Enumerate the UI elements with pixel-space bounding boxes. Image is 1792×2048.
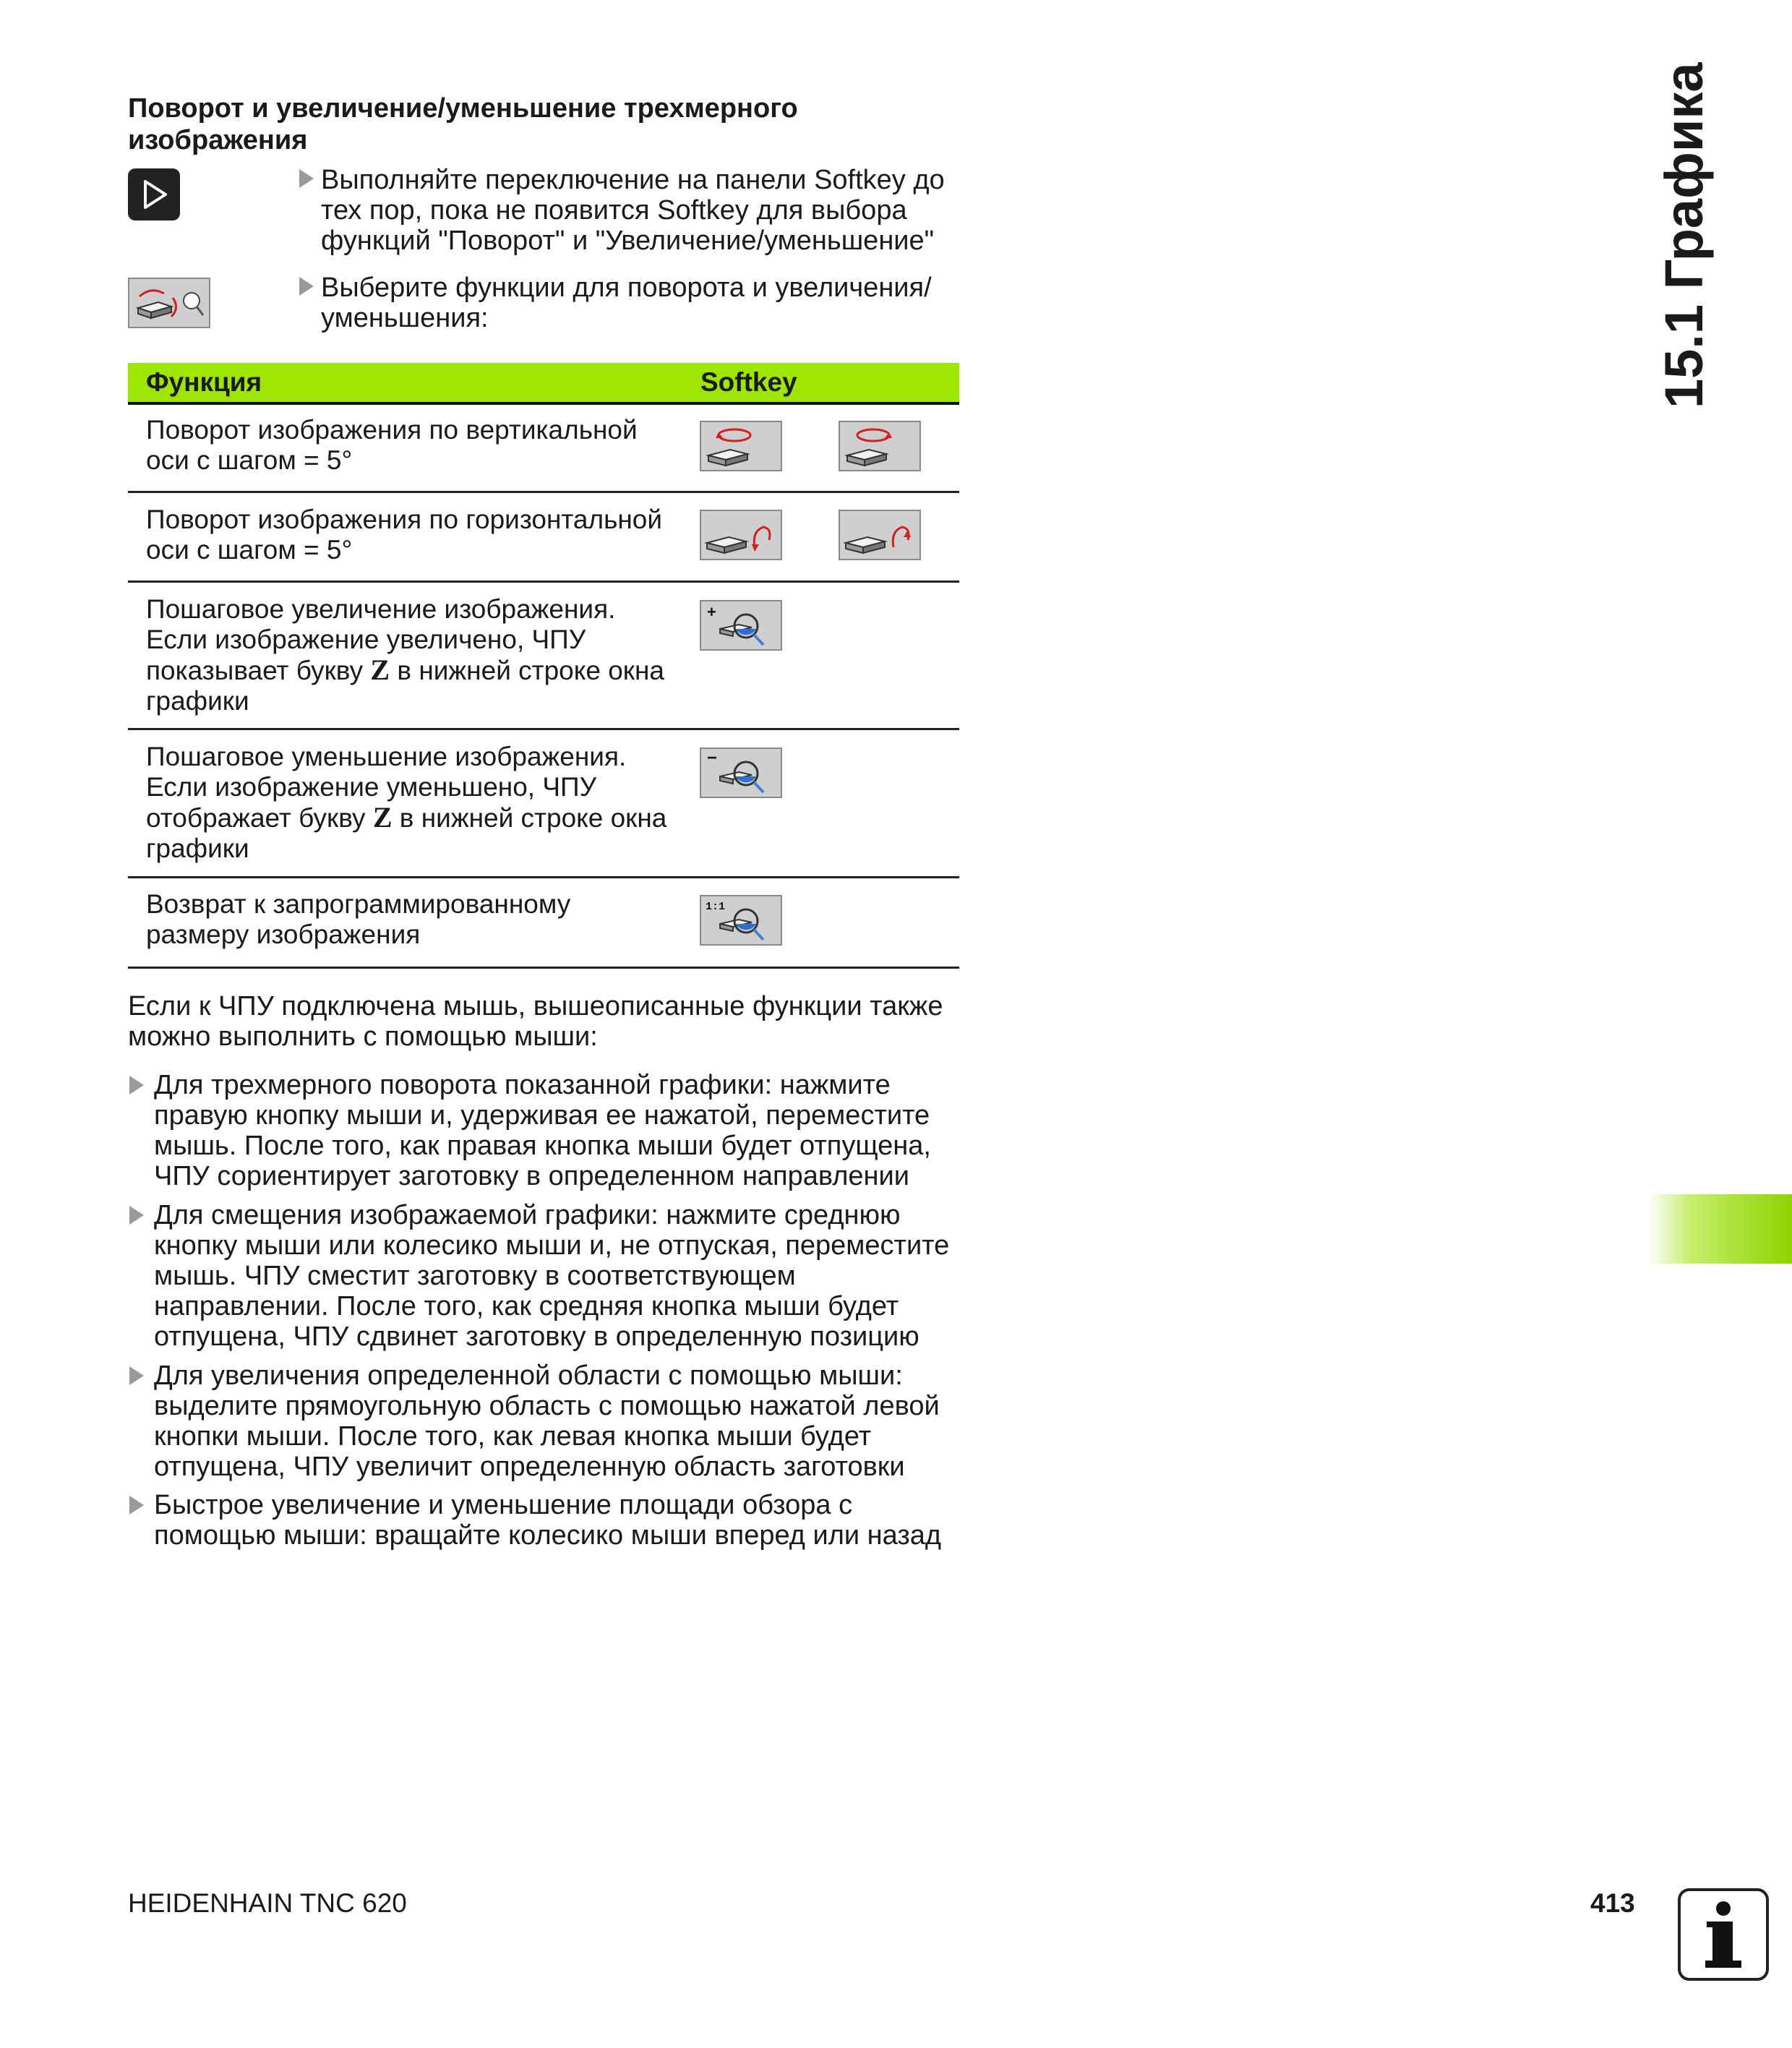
rotate-horizontal-softkey-right[interactable] bbox=[839, 510, 921, 560]
table-row-divider bbox=[128, 491, 959, 493]
table-row-text: Возврат к запрограммированному размеру изображения bbox=[146, 889, 571, 949]
zoom-in-icon bbox=[701, 601, 781, 649]
info-badge bbox=[1678, 1888, 1769, 1981]
step-text: Выберите функции для поворота и увеличения/уменьшения: bbox=[321, 273, 932, 333]
table-row-text bbox=[146, 594, 681, 716]
bullet-triangle-icon bbox=[128, 1365, 145, 1387]
rotate-vertical-softkey-right[interactable] bbox=[839, 421, 921, 471]
bullet-triangle-icon bbox=[128, 1074, 145, 1096]
chapter-thumb-tab bbox=[1648, 1194, 1792, 1264]
row-letter: Z bbox=[372, 801, 393, 834]
table-row-divider bbox=[128, 580, 959, 583]
list-item-text: Для смещения изображаемой графики: нажмите среднюю кнопку мыши или колесико мыши и, не отпуская, переместите мышь. ЧПУ сместит заготовку в соответствующем направлении. После того, как средняя кнопка мыши будет отпущена, ЧПУ сдвинет заготовку в определенную позицию bbox=[154, 1200, 950, 1352]
rotate-vertical-softkey-left[interactable] bbox=[700, 421, 782, 471]
bullet-triangle-icon bbox=[298, 168, 315, 189]
step-text: Выполняйте переключение на панели Softkey до тех пор, пока не появится Softkey для выбора функций "Поворот" и "Увеличение/уменьшение" bbox=[321, 165, 945, 256]
svg-text:−: − bbox=[707, 749, 718, 768]
reset-zoom-icon bbox=[701, 896, 781, 944]
triangle-right-icon bbox=[128, 168, 180, 220]
list-item-text: Быстрое увеличение и уменьшение площади обзора с помощью мыши: вращайте колесико мыши вперед или назад bbox=[154, 1490, 942, 1551]
footer-product: HEIDENHAIN TNC 620 bbox=[128, 1888, 407, 1918]
bullet-triangle-icon bbox=[128, 1494, 145, 1516]
rotate-vertical-icon bbox=[840, 422, 919, 470]
table-row-text: Поворот изображения по вертикальной оси с шагом = 5° bbox=[146, 415, 638, 475]
mouse-intro-paragraph: Если к ЧПУ подключена мышь, вышеописанные функции также можно выполнить с помощью мыши: bbox=[128, 991, 943, 1052]
column-header-function: Функция bbox=[146, 367, 262, 397]
page-number: 413 bbox=[1590, 1888, 1635, 1918]
list-item bbox=[128, 1490, 966, 1551]
svg-text:+: + bbox=[707, 603, 716, 621]
table-row-divider bbox=[128, 876, 959, 878]
table-row-divider bbox=[128, 728, 959, 730]
rotate-horizontal-icon bbox=[840, 511, 919, 559]
column-header-softkey: Softkey bbox=[700, 367, 797, 397]
row-text-before: Пошаговое уменьшение изображения. Если изображение уменьшено, ЧПУ отображает букву bbox=[146, 742, 627, 833]
rotate-horizontal-icon bbox=[701, 511, 781, 559]
svg-text:1:1: 1:1 bbox=[706, 901, 726, 913]
rotate-zoom-softkey[interactable] bbox=[128, 278, 210, 328]
row-text-before: Пошаговое увеличение изображения. Если изображение увеличено, ЧПУ показывает букву bbox=[146, 594, 616, 685]
section-heading: Поворот и увеличение/уменьшение трехмерного изображения bbox=[128, 93, 798, 155]
zoom-out-softkey[interactable] bbox=[700, 747, 782, 798]
list-item bbox=[128, 1361, 966, 1482]
reset-zoom-softkey[interactable] bbox=[700, 895, 782, 946]
row-text-after: в нижней строке окна графики bbox=[146, 656, 664, 716]
bullet-triangle-icon bbox=[298, 275, 315, 297]
bullet-triangle-icon bbox=[128, 1204, 145, 1226]
table-row-text: Поворот изображения по горизонтальной оси с шагом = 5° bbox=[146, 505, 663, 565]
step-item bbox=[298, 165, 948, 256]
rotate-horizontal-softkey-left[interactable] bbox=[700, 510, 782, 560]
next-softkey-row-key[interactable] bbox=[128, 168, 180, 220]
list-item-text: Для трехмерного поворота показанной графики: нажмите правую кнопку мыши и, удерживая ее нажатой, переместите мышь. После того, как правая кнопка мыши будет отпущена, ЧПУ сориентирует заготовку в определенном направлении bbox=[154, 1070, 931, 1191]
rotate-zoom-icon bbox=[129, 279, 209, 327]
info-icon bbox=[1681, 1891, 1766, 1978]
table-row-text bbox=[146, 742, 681, 864]
list-item bbox=[128, 1070, 966, 1191]
list-item bbox=[128, 1200, 966, 1352]
list-item-text: Для увеличения определенной области с помощью мыши: выделите прямоугольную область с помощью нажатой левой кнопки мыши. После того, как левая кнопка мыши будет отпущена, ЧПУ увеличит определенную область заготовки bbox=[154, 1361, 940, 1482]
function-table-header bbox=[128, 363, 959, 405]
rotate-vertical-icon bbox=[701, 422, 781, 470]
zoom-in-softkey[interactable] bbox=[700, 600, 782, 651]
chapter-side-title: 15.1 Графика bbox=[1654, 62, 1714, 408]
step-item bbox=[298, 273, 948, 333]
row-text-after: в нижней строке окна графики bbox=[146, 803, 667, 863]
row-letter: Z bbox=[370, 654, 390, 686]
table-bottom-rule bbox=[128, 967, 959, 969]
zoom-out-icon bbox=[701, 749, 781, 797]
